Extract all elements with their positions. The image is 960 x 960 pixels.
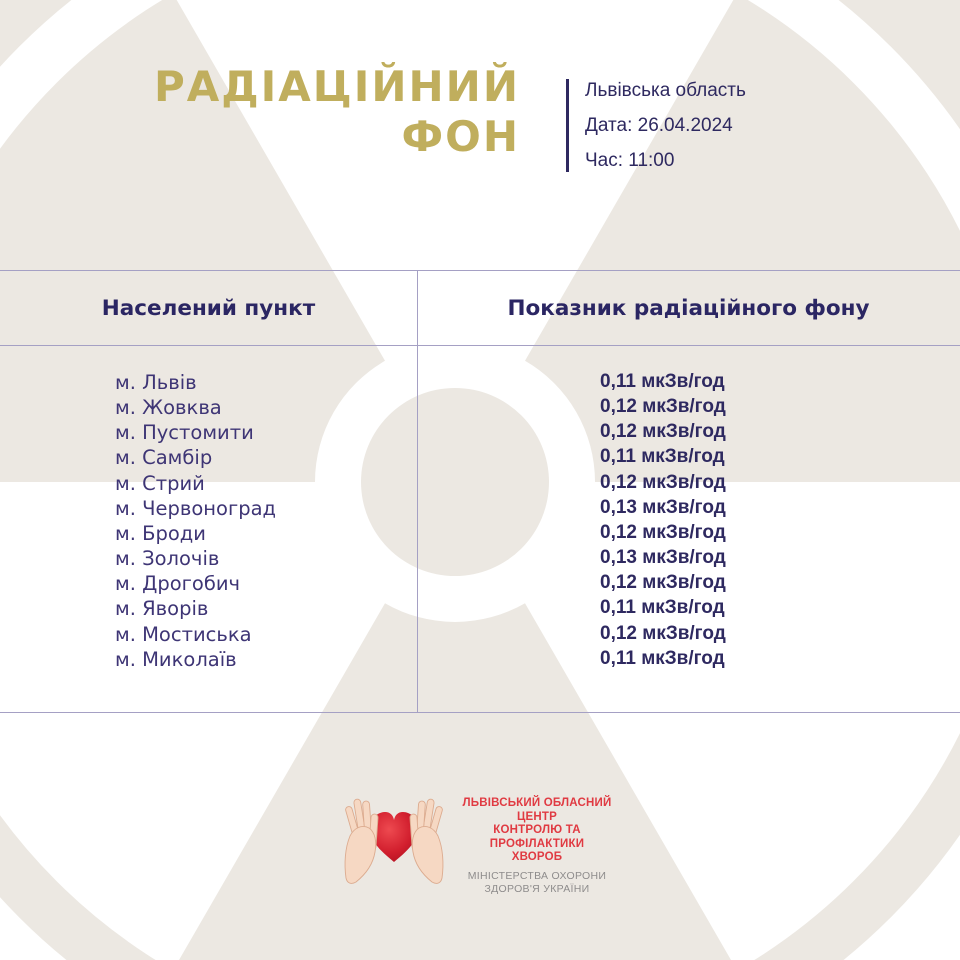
city-name: м. Мостиська — [115, 622, 252, 646]
org-name-line3: ХВОРОБ — [511, 851, 563, 863]
table-bottom-line — [0, 712, 960, 713]
hands-holding-heart-icon — [342, 790, 446, 886]
info-separator-line — [566, 79, 569, 172]
value-column — [600, 369, 726, 671]
radiation-value: 0,11 мкЗв/год — [600, 597, 725, 619]
column-header-settlement: Населений пункт — [101, 295, 316, 321]
radiation-value: 0,12 мкЗв/год — [600, 521, 726, 543]
city-name: м. Жовква — [115, 396, 222, 420]
column-header-radiation: Показник радіаційного фону — [507, 295, 870, 321]
city-column — [115, 370, 276, 672]
radiation-value: 0,11 мкЗв/год — [600, 446, 725, 468]
city-name: м. Самбір — [115, 446, 213, 470]
radiation-value: 0,12 мкЗв/год — [600, 396, 726, 418]
city-name: м. Пустомити — [115, 421, 254, 445]
org-name-line1: ЛЬВІВСЬКИЙ ОБЛАСНИЙ ЦЕНТР — [462, 797, 612, 823]
ministry-block — [447, 870, 627, 896]
organization-block — [447, 797, 627, 896]
ministry-line1: МІНІСТЕРСТВА ОХОРОНИ — [467, 869, 607, 882]
report-info — [585, 80, 746, 185]
radiation-value: 0,12 мкЗв/год — [600, 622, 726, 644]
date-label: Дата: 26.04.2024 — [585, 115, 733, 136]
radiation-value: 0,13 мкЗв/год — [600, 547, 726, 569]
radiation-value: 0,11 мкЗв/год — [600, 371, 725, 392]
page-title-line1: РАДІАЦІЙНИЙ — [153, 62, 520, 111]
city-name: м. Золочів — [115, 547, 220, 571]
radiation-value: 0,12 мкЗв/год — [600, 421, 726, 443]
city-name: м. Стрий — [115, 471, 205, 495]
city-name: м. Миколаїв — [115, 647, 237, 671]
region-label: Львівська область — [585, 80, 746, 101]
time-label: Час: 11:00 — [585, 150, 675, 171]
city-name: м. Червоноград — [115, 496, 277, 520]
org-name-line2: КОНТРОЛЮ ТА ПРОФІЛАКТИКИ — [489, 824, 585, 850]
city-name: м. Львів — [115, 371, 197, 394]
table-header-line — [0, 345, 960, 346]
radiation-value: 0,11 мкЗв/год — [600, 647, 725, 669]
ministry-line2: ЗДОРОВ'Я УКРАЇНИ — [484, 882, 590, 895]
page-title-line2: ФОН — [401, 112, 520, 161]
city-name: м. Дрогобич — [115, 572, 241, 596]
city-name: м. Броди — [115, 521, 206, 545]
radiation-value: 0,13 мкЗв/год — [600, 496, 726, 518]
radiation-value: 0,12 мкЗв/год — [600, 572, 726, 594]
city-name: м. Яворів — [115, 597, 209, 621]
page-title — [154, 62, 520, 162]
radiation-value: 0,12 мкЗв/год — [600, 471, 726, 493]
